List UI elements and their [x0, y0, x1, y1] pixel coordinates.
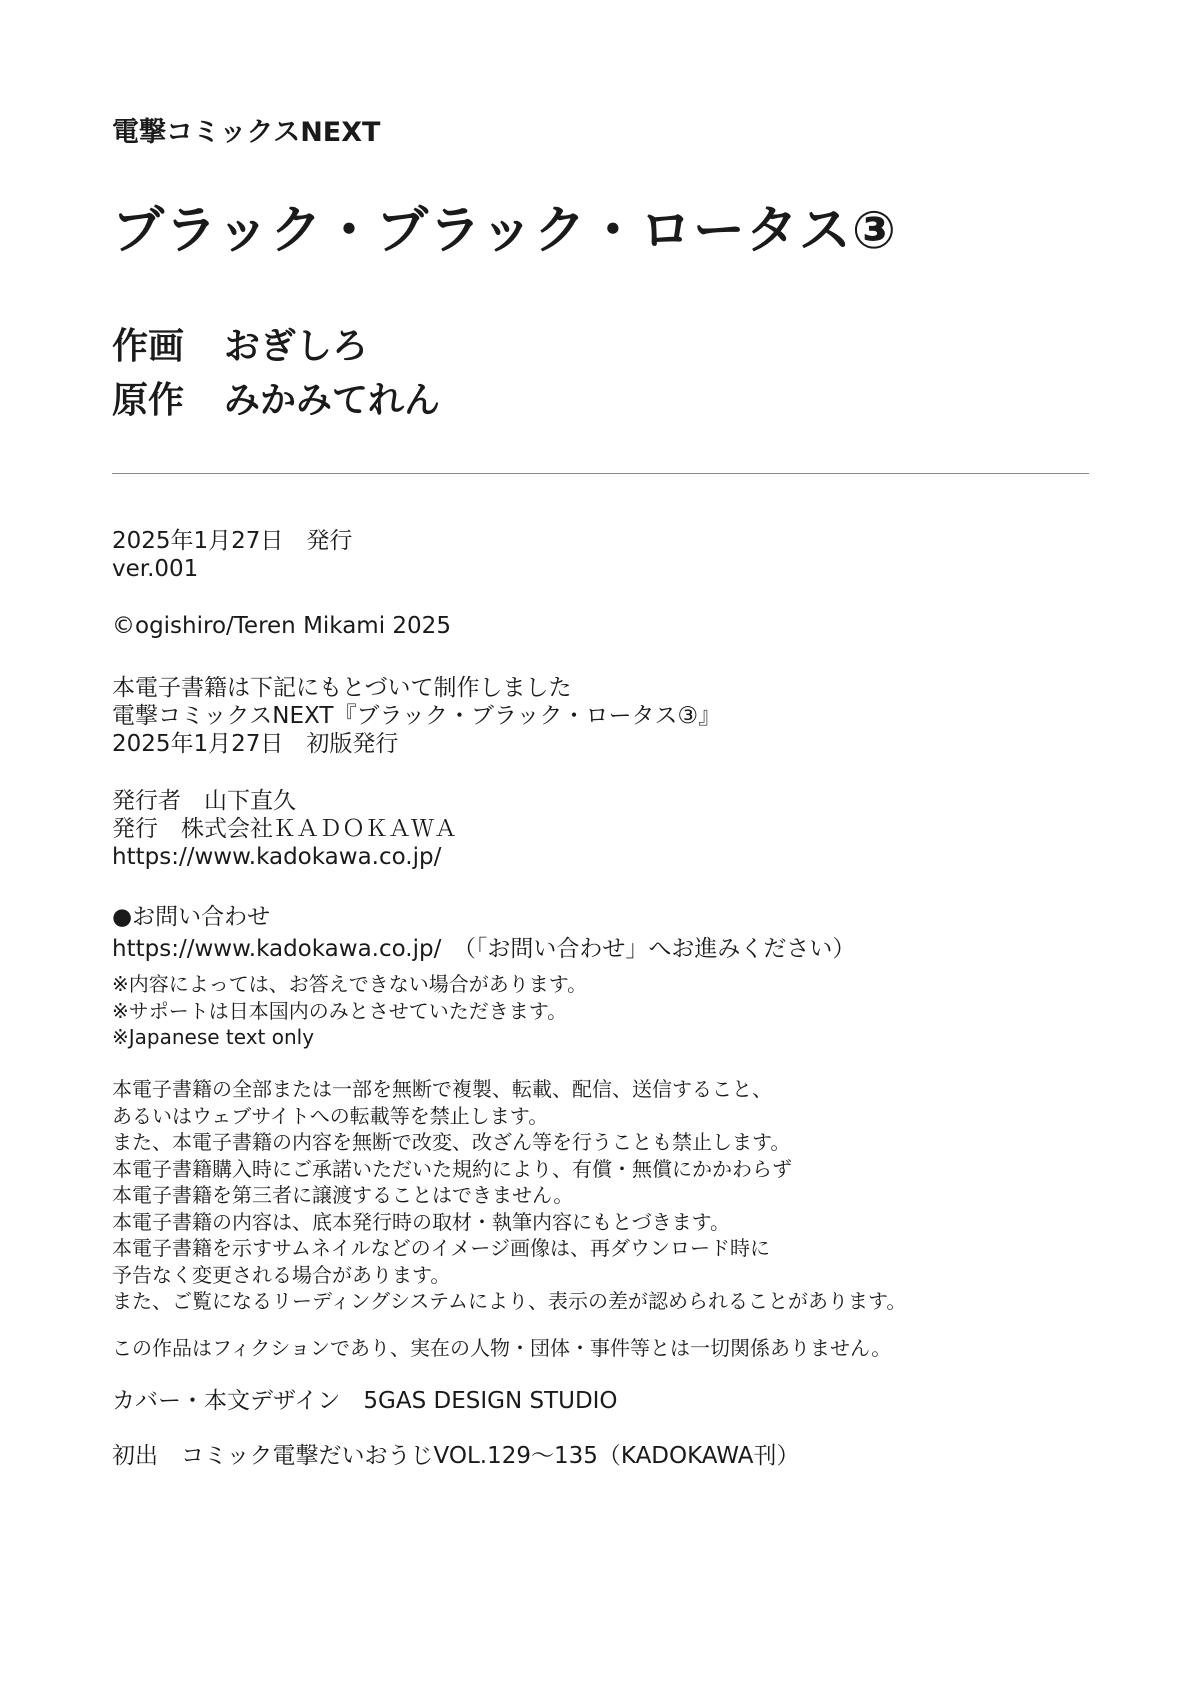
fiction-notice: この作品はフィクションであり、実在の人物・団体・事件等とは一切関係ありません。	[112, 1336, 892, 1360]
publisher-url: https://www.kadokawa.co.jp/	[112, 844, 442, 870]
source-line: 2025年1月27日 初版発行	[112, 731, 399, 757]
contact-note: ※内容によっては、お答えできない場合があります。	[112, 972, 588, 996]
design-credit: カバー・本文デザイン 5GAS DESIGN STUDIO	[112, 1388, 618, 1414]
legal-block	[112, 1076, 1092, 1315]
publisher-line: 発行者 山下直久	[112, 788, 296, 814]
section-divider	[112, 473, 1089, 474]
contact-url-line: https://www.kadokawa.co.jp/ （「お問い合わせ」へお進みください）	[112, 936, 856, 962]
issue-block	[112, 527, 1092, 583]
credit-original-author	[112, 372, 440, 423]
legal-line: 本電子書籍を第三者に譲渡することはできません。	[112, 1183, 574, 1207]
legal-line: また、本電子書籍の内容を無断で改変、改ざん等を行うことも禁止します。	[112, 1130, 791, 1154]
legal-line: また、ご覧になるリーディングシステムにより、表示の差が認められることがあります。	[112, 1289, 907, 1313]
legal-line: 本電子書籍を示すサムネイルなどのイメージ画像は、再ダウンロード時に	[112, 1236, 770, 1260]
copyright-block	[112, 612, 1092, 640]
design-credit-block	[112, 1387, 1092, 1415]
legal-line: 本電子書籍の内容は、底本発行時の取材・執筆内容にもとづきます。	[112, 1209, 730, 1234]
credit-name: みかみてれん	[224, 380, 441, 421]
legal-line: 予告なく変更される場合があります。	[112, 1262, 451, 1287]
fiction-notice-block	[112, 1335, 1092, 1362]
publisher-line: 発行 株式会社ＫＡＤＯＫＡＷＡ	[112, 816, 457, 842]
contact-heading: ●お問い合わせ	[112, 904, 271, 930]
first-appearance: 初出 コミック電撃だいおうじVOL.129〜135（KADOKAWA刊）	[112, 1443, 800, 1469]
issue-date: 2025年1月27日 発行	[112, 528, 353, 554]
book-title: ブラック・ブラック・ロータス③	[112, 201, 897, 261]
source-line: 本電子書籍は下記にもとづいて制作しました	[112, 675, 572, 701]
publisher-block	[112, 787, 1092, 871]
credit-name: おぎしろ	[224, 326, 369, 367]
credit-artist	[112, 318, 368, 369]
contact-note: ※サポートは日本国内のみとさせていただきます。	[112, 998, 568, 1023]
version: ver.001	[112, 556, 199, 582]
contact-block	[112, 903, 1092, 963]
contact-note: ※Japanese text only	[112, 1025, 315, 1049]
imprint-label: 電撃コミックスNEXT	[112, 117, 381, 148]
copyright-line: ©ogishiro/Teren Mikami 2025	[112, 613, 451, 639]
credit-role: 作画	[112, 326, 185, 367]
credit-role: 原作	[112, 380, 185, 421]
contact-notes	[112, 971, 1092, 1051]
legal-line: あるいはウェブサイトへの転載等を禁止します。	[112, 1103, 549, 1128]
source-line: 電撃コミックスNEXT『ブラック・ブラック・ロータス③』	[112, 703, 722, 729]
source-block	[112, 674, 1092, 758]
first-appearance-block	[112, 1442, 1092, 1470]
legal-line: 本電子書籍購入時にご承諾いただいた規約により、有償・無償にかかわらず	[112, 1156, 792, 1181]
legal-line: 本電子書籍の全部または一部を無断で複製、転載、配信、送信すること、	[112, 1077, 772, 1101]
